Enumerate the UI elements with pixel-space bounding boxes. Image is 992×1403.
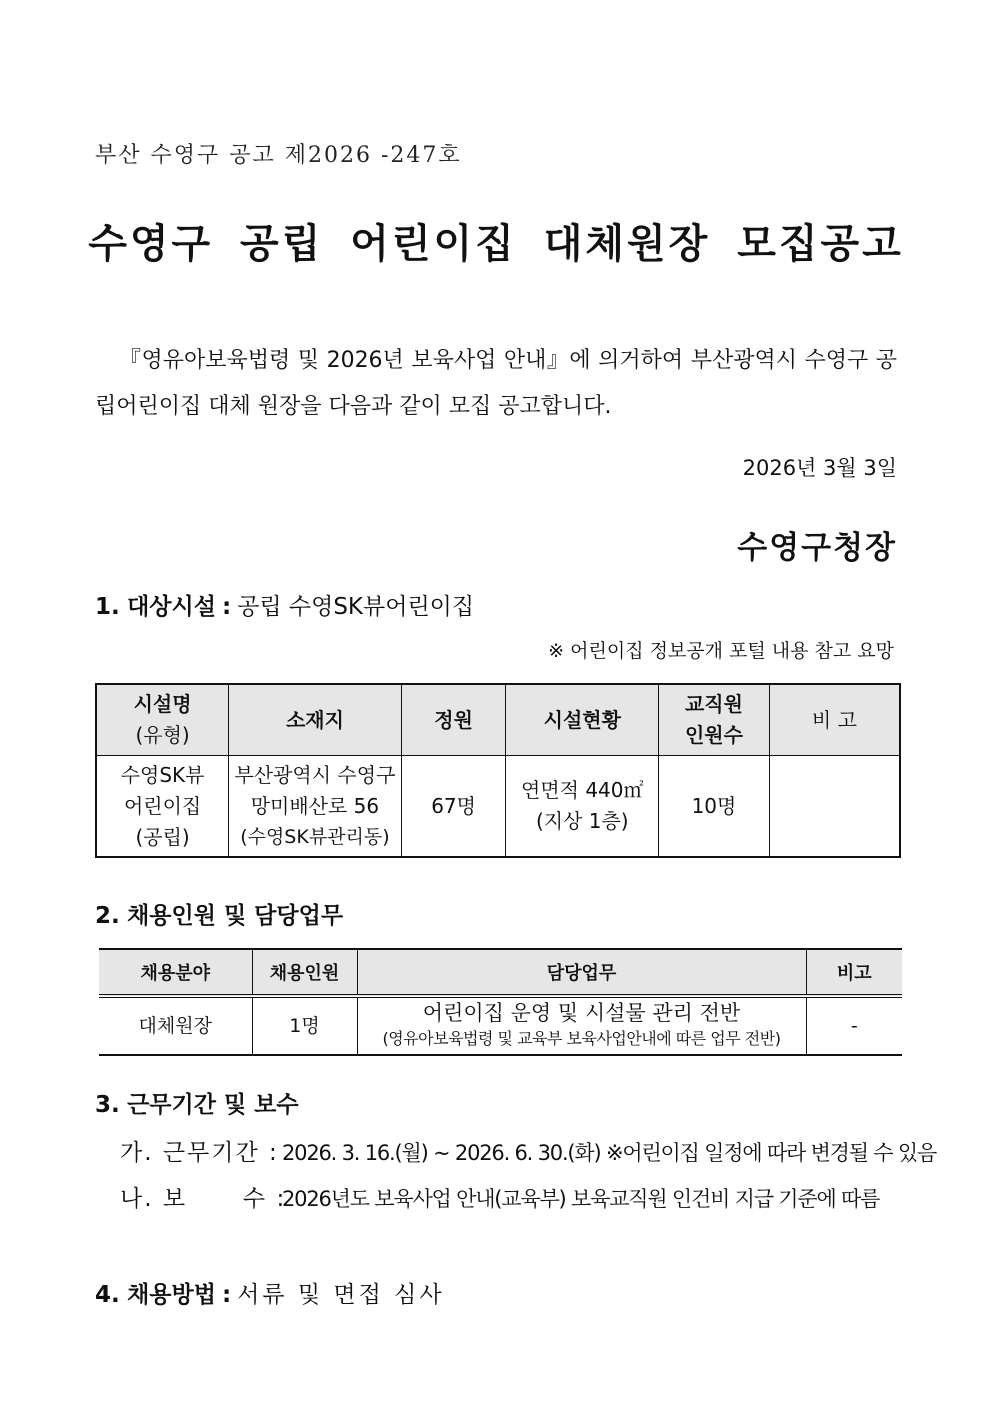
section-1-value: 공립 수영SK뷰어린이집 [237,594,475,620]
section-4-number: 4. [95,1282,120,1308]
cell-duty-sub: (영유아보육법령 및 교육부 보육사업안내에 따른 업무 전반) [382,1029,781,1048]
section-2-title: 채용인원 및 담당업무 [127,903,344,929]
cell-capacity: 67명 [401,756,506,858]
col-header-staff-line-1: 교직원 [684,692,743,716]
col-header-capacity: 정원 [401,684,506,756]
cell-status-line-1: 연면적 440㎡ [521,778,644,802]
section-2-number: 2. [95,903,120,929]
section-4-colon: : [221,1282,232,1308]
intro-paragraph: 『영유아보육법령 및 2026년 보육사업 안내』에 의거하여 부산광역시 수영구 공립어린이집 대체 원장을 다음과 같이 모집 공고합니다. [95,348,897,419]
cell-duty-main: 어린이집 운영 및 시설물 관리 전반 [422,1001,741,1025]
item-period-label: 가. 근무기간 : [120,1140,279,1166]
cell-remarks-2: - [806,996,902,1055]
col-header-count: 채용인원 [252,949,357,996]
notice-number: 부산 수영구 공고 제2026 -247호 [95,143,462,168]
col-header-remarks: 비 고 [769,684,900,756]
col-header-duty: 담당업무 [357,949,806,996]
cell-staff-count: 10명 [659,756,770,858]
issuer: 수영구청장 [737,530,897,566]
section-1-title: 대상시설 [127,594,216,620]
cell-facility-name-line-1: 수영SK뷰 [120,762,205,787]
section-4-heading [95,1276,445,1309]
col-header-facility-type-label: (유형) [135,723,190,747]
cell-count: 1명 [252,996,357,1055]
col-header-staff-line-2: 인원수 [684,723,743,747]
page-title: 수영구 공립 어린이집 대체원장 모집공고 [88,221,904,267]
col-header-location: 소재지 [229,684,402,756]
section-3-title: 근무기간 및 보수 [127,1092,299,1118]
table-row [99,996,902,1055]
col-header-field: 채용분야 [99,949,252,996]
section-4-title: 채용방법 [127,1282,216,1308]
cell-facility-name-line-3: (공립) [135,824,190,849]
facility-table [95,683,901,858]
table-row [96,756,900,858]
facility-table-header [96,684,900,756]
section-3-number: 3. [95,1092,120,1118]
section-1-heading [95,588,474,621]
section-4-value: 서류 및 면접 심사 [237,1282,445,1308]
recruitment-table [99,948,902,1056]
section-1-colon: : [221,594,232,620]
cell-duty [357,996,806,1055]
section-3-heading [95,1086,299,1119]
col-header-facility-status: 시설현황 [506,684,659,756]
section-3-item-pay [120,1180,879,1213]
item-pay-value: 2026년도 보육사업 안내(교육부) 보육교직원 인건비 지급 기준에 따름 [282,1187,880,1211]
notice-date: 2026년 3월 3일 [742,456,897,480]
col-header-facility-name-label: 시설명 [133,692,192,716]
col-header-remarks-2: 비고 [806,949,902,996]
item-period-value: 2026. 3. 16.(월) ~ 2026. 6. 30.(화) ※어린이집 일정에 따라 변경될 수 있음 [282,1141,937,1165]
section-1-note: ※ 어린이집 정보공개 포털 내용 참고 요망 [548,640,894,662]
section-3-item-period [120,1134,936,1167]
item-pay-label: 나. 보 수 : [120,1186,287,1212]
recruitment-table-header [99,949,902,996]
cell-field: 대체원장 [99,996,252,1055]
cell-location-line-1: 부산광역시 수영구 [234,762,396,787]
section-2-heading [95,897,343,930]
cell-status-line-2: (지상 1층) [535,809,629,833]
cell-location-line-2: 망미배산로 56 [250,793,380,818]
col-header-facility-name [96,684,229,756]
col-header-staff-count [659,684,770,756]
cell-facility-name [96,756,229,858]
cell-facility-status [506,756,659,858]
cell-location [229,756,402,858]
cell-location-line-3: (수영SK뷰관리동) [240,825,390,848]
section-1-number: 1. [95,594,120,620]
cell-remarks [769,756,900,858]
cell-facility-name-line-2: 어린이집 [123,793,202,818]
